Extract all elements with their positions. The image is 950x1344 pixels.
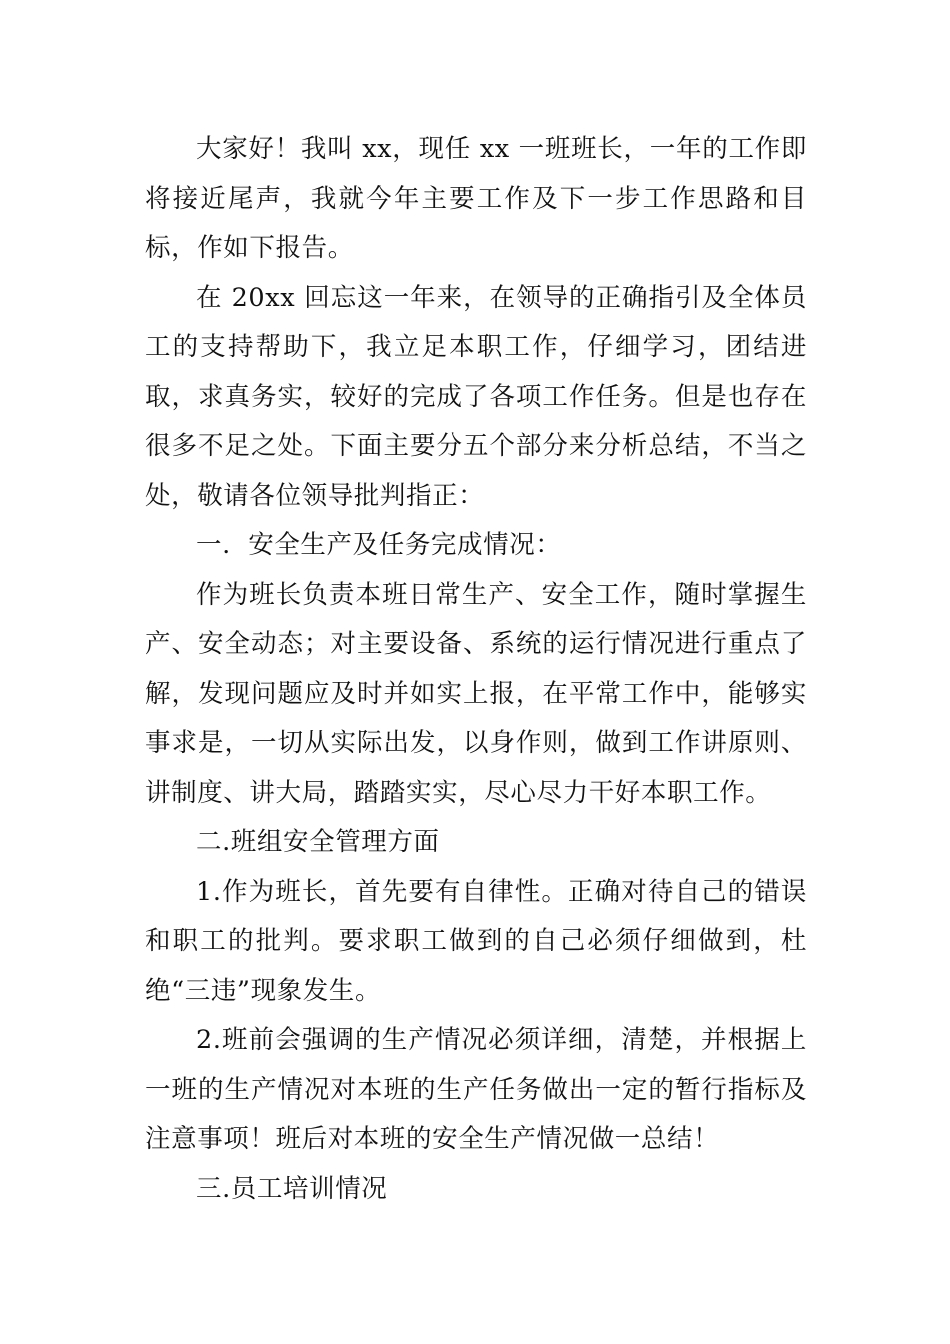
section-heading-safety-production: 一. 安全生产及任务完成情况： — [196, 530, 562, 560]
paragraph-item-1: 1.作为班长，首先要有自律性。正确对待自己的错误和职工的批判。要求职工做到的自己必须仔细做到，杜绝“三违”现象发生。 — [145, 876, 807, 1006]
document-body — [145, 125, 807, 1214]
section-heading-team-safety-management: 二.班组安全管理方面 — [196, 827, 440, 857]
paragraph-greeting: 大家好！我叫 xx，现任 xx 一班班长，一年的工作即将接近尾声，我就今年主要工作及下一步工作思路和目标，作如下报告。 — [145, 134, 807, 263]
paragraph-item-2: 2.班前会强调的生产情况必须详细，清楚，并根据上一班的生产情况对本班的生产任务做出一定的暂行指标及注意事项！班后对本班的安全生产情况做一总结！ — [145, 1025, 807, 1154]
section-heading-staff-training: 三.员工培训情况 — [196, 1173, 388, 1204]
paragraph-year-review: 在 20xx 回忘这一年来，在领导的正确指引及全体员工的支持帮助下，我立足本职工作，仔细学习，团结进取，求真务实，较好的完成了各项工作任务。但是也存在很多不足之处。下面主要分五个部分来分析总结，不当之处，敬请各位领导批判指正： — [145, 282, 807, 511]
paragraph-safety-production: 作为班长负责本班日常生产、安全工作，随时掌握生产、安全动态；对主要设备、系统的运行情况进行重点了解，发现问题应及时并如实上报，在平常工作中，能够实事求是，一切从实际出发，以身作则，做到工作讲原则、讲制度、讲大局，踏踏实实，尽心尽力干好本职工作。 — [145, 579, 807, 808]
